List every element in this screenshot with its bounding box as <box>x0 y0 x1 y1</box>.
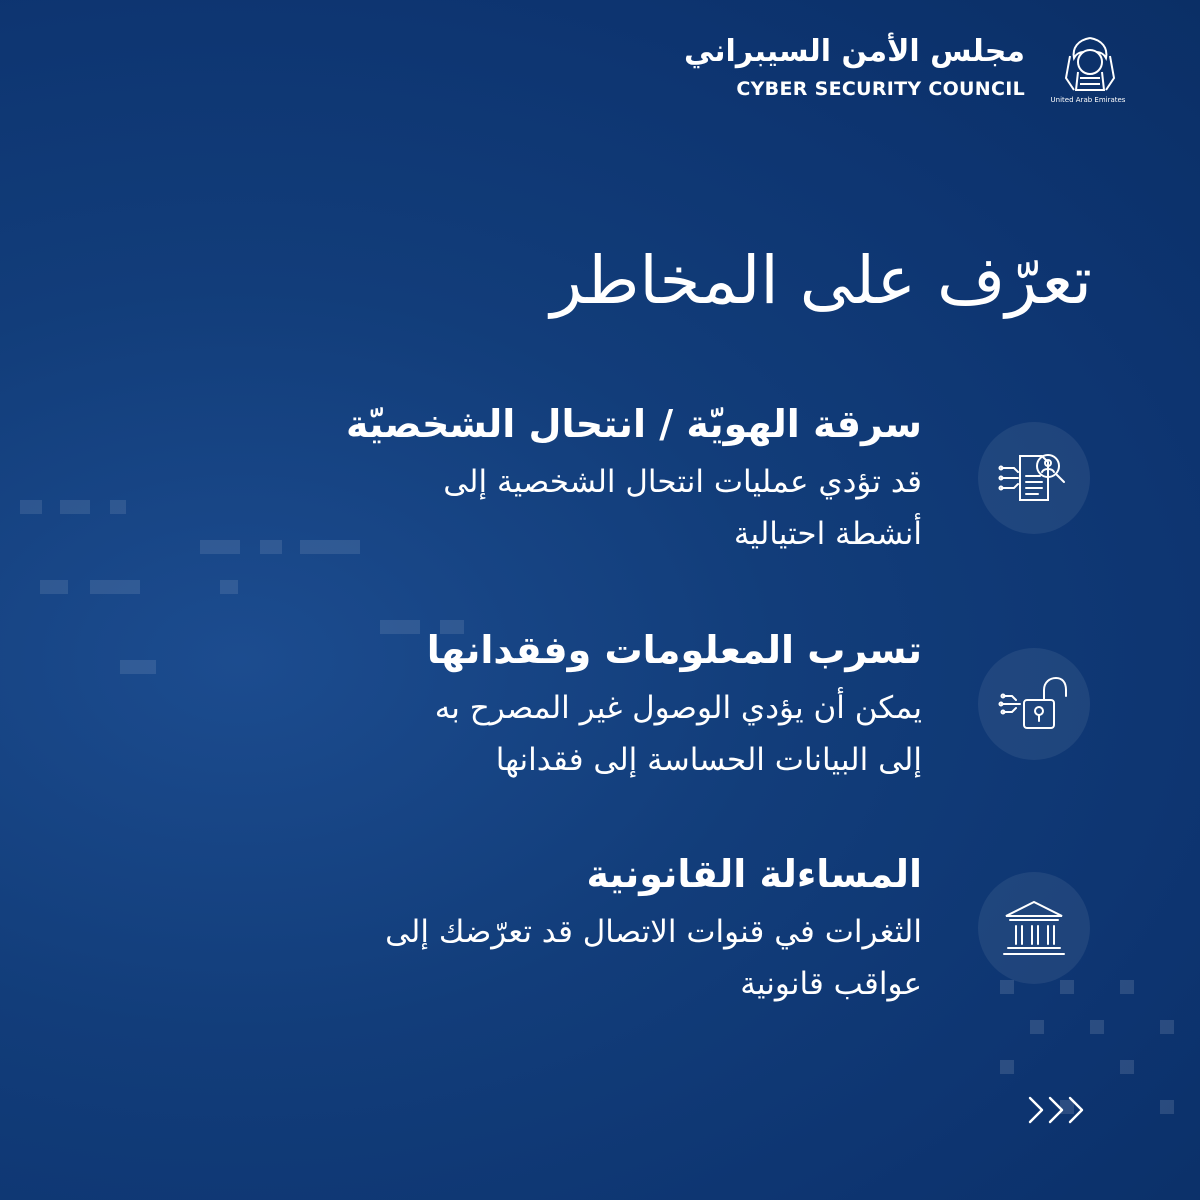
risk-description-line: عواقب قانونية <box>740 966 922 1002</box>
risk-description-line: قد تؤدي عمليات انتحال الشخصية إلى <box>443 464 922 500</box>
uae-emblem-icon <box>1040 32 1140 104</box>
risk-description-line: أنشطة احتيالية <box>733 516 922 552</box>
risk-item-identity-theft <box>90 402 1090 582</box>
risk-item-data-leakage <box>90 628 1090 808</box>
courthouse-icon <box>998 892 1070 964</box>
icon-circle <box>978 648 1090 760</box>
risk-description <box>282 906 922 1010</box>
risk-description-line: إلى البيانات الحساسة إلى فقدانها <box>495 742 922 778</box>
header <box>683 32 1140 112</box>
emblem-caption: United Arab Emirates <box>1050 96 1126 104</box>
risk-description <box>282 456 922 560</box>
page-title: تعرّف على المخاطر <box>550 242 1092 319</box>
triple-chevron-right-icon[interactable] <box>1026 1092 1092 1128</box>
risk-heading: سرقة الهويّة / انتحال الشخصيّة <box>345 402 922 446</box>
risk-description-line: الثغرات في قنوات الاتصال قد تعرّضك إلى <box>385 914 922 950</box>
org-name-english: CYBER SECURITY COUNCIL <box>736 78 1025 100</box>
identity-search-icon <box>998 442 1070 514</box>
risk-description <box>282 682 922 786</box>
unlocked-padlock-icon <box>998 668 1070 740</box>
risk-heading: تسرب المعلومات وفقدانها <box>426 628 922 672</box>
risk-heading: المساءلة القانونية <box>586 852 922 896</box>
icon-circle <box>978 422 1090 534</box>
risk-description-line: يمكن أن يؤدي الوصول غير المصرح به <box>434 690 922 726</box>
icon-circle <box>978 872 1090 984</box>
risk-item-legal-accountability <box>90 852 1090 1032</box>
org-name-arabic: مجلس الأمن السيبراني <box>683 34 1025 69</box>
